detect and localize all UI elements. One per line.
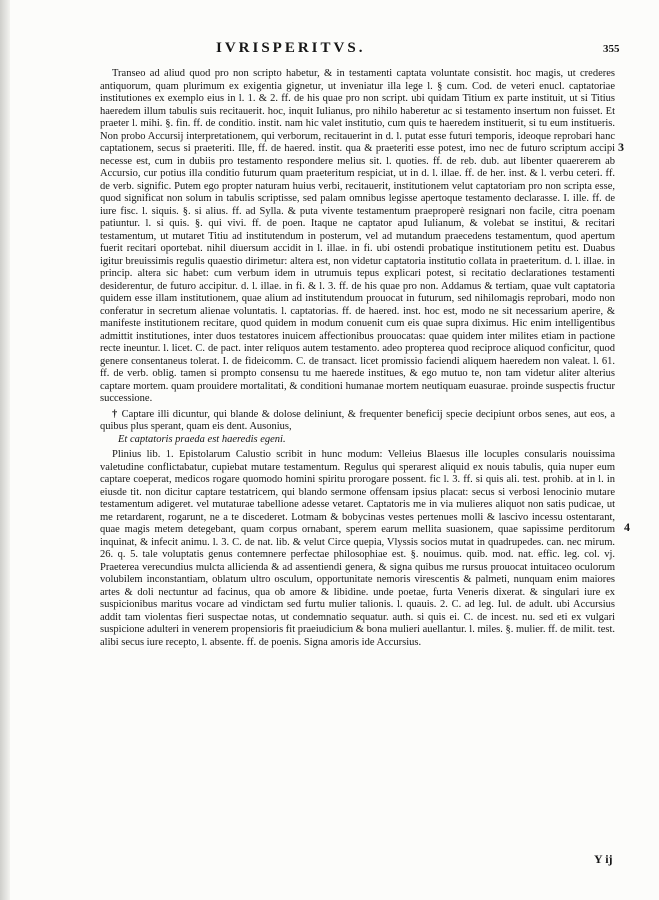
paragraph-text: Plinius lib. 1. Epistolarum Calustio scribit in hunc modum: Velleius Blaesus ille locuples consularis nouissima valetudine conflictabatur, cupiebat mutare testamentum. Regulus qui sperarest aliquid ex nouis tabulis, quia nuper eum captare coeperat, medicos rogare quomodo homini spiritu prorogare possent. fic l. 3. ff. si quis ali. test. prohib. at in l. in eiusde tit. non dicitur captare testatricem, qui blando sermone offensam ipsius placat: secus si verbosi lenocinio mutare testamentum adigeret. vel mutaturae tabellione adesse vetaret. Captatoris me in via mulieres aliquot non satis pudicae, ut me retardarent, rogarunt, ne a te discederet. Lotmam & bobycinas vestes pertenues molli & lascivo incessu ostentarant, quae magis metem detegebant, quam corpus ornabant, sperem earum mellita suasionem, quae sapissime perditorum inquinat, & infecit animu. l. 3. C. de nat. lib. & velut Circe quepia, Vlyssis socios mutat in quadrupedes. can. nec mirum. 26. q. 5. tale voluptatis genus contemnere perfectae philosophiae est. §. nouimus. quib. mod. nat. effic. leg. col. vj. Praeterea verecundius mulcta allicienda & ad assentiendi genera, & signa quibus me rursus prouocat intuitaceo oculorum volubilem inconstantiam, oblatum ultro osculum, opportunitate nemoris virescentis & palmeti, nunquam enim maiores artes & doli nectuntur ad facinus, qua ob amore & libidine. unde poetae, furta Veneris dixerat. & singulari iure ex suspicionibus maritus vocare ad vindictam sed furtu mulier talionis. l. quauis. 2. C. ad leg. Iul. de adult. ubi Accursius addit tam violentas fieri suspectae notas, ut condemnatio sequatur. auth. si quis ei. C. de incest. nu. sed eti ex vulgari suspicione adulteri in venerem propensioris fit praeiudicium & bona mulieri auellantur. l. miles. §. mulier. ff. de milit. test. alibi secus iure recepto, l. absente. ff. de poenis. Signa amoris ide Accursius. bbox=[100, 449, 615, 648]
paragraph-2 bbox=[100, 409, 615, 447]
signature-mark: Y ij bbox=[594, 852, 613, 866]
dagger-mark: † bbox=[112, 408, 122, 420]
margin-number-3: 3 bbox=[618, 140, 624, 154]
paragraph-3 bbox=[100, 449, 615, 649]
paragraph-text: Transeo ad aliud quod pro non scripto habetur, & in testamenti captata voluntate consistit. hoc magis, ut crederes antiquorum, quam plurimum ex exigentia gignetur, ut inveniatur illa lege l. § cum. Cod. de veteri enucl. captatoriae institutiones ex exemplo eius in l. 1. & 2. ff. de his quae pro non script. ubi quidam Titium ex parte instituit, ut si Titius haeredem illum tabulis suis recitauerit. hoc, inquit Iulianus, pro nihilo haberetur ac si testamento insertum non fuisset. Et praeter l. mihi. §. fin. ff. de conditio. instit. nam hic valet institutio, cum quis te haeredem instituerit, si tu eum institueris. Non probo Accursij interpretationem, qui verborum, recitauerint in d. l. putat esse futuri temporis, ideoque reprobari hanc captationem, secus si praeteriti. Ille, ff. de haered. instit. qua & praeteriti esse potest, imo nec de futuro scriptum accipi necesse est, cum in dubiis pro testamento respondere melius sit. l. quoties. ff. de reb. dub. aut libenter quaererem ab Accursio, cur potius illa conditio futurum quam praeteritum respiciat, ut in d. l. illae. ff. de her. inst. & l. verbu ceteri. ff. de verb. signific. Putem ego propter naturam huius verbi, recitauerit, institutionem velut captatoriam pro non scripta esse, quod significat non solum in tabulis scriptisse, sed palam omnibus legisse apertoque testamento declarasse. I. ille. ff. de iure fisc. l. siquis. §. si alius. ff. ad Sylla. & puta vivente testamentum praeproperè resignari non facile, citra poenam patiuntur. l. si quis. §. qui vivi. ff. de poen. Itaque ne captator apud Iulianum, & volebat se institui, & recitari testamentum, ut mutaret Titiu ad institutendum in posterum, vel ad mutandum praecedens testamentum, quod apertum fuerit recitari oportebat. nihil diuersum accidit in l. illae. in fi. ubi ostendi probatique institutionem petitu est. Duabus igitur breuissimis regulis quaestio dirimetur: altera est, non videtur captatoria institutio collata in praeteritum. d. l. illae. in princip. altera sic habet: cum verbum idem in utrumuis tepus explicari potest, si recitatio declarationes testamenti desiderentur, de futuro accipitur. d. l. illae. in fi. & l. 3. ff. de his quae pro non. Addamus & tertiam, quae vult captatoria quidem esse illam institutionem, quae alium ad institutendum prouocat in futurum, sed nihilomagis reprobari, modo non conferatur in secretum alienae voluntatis. l. captatorias. ff. de haered. inst. hoc est, modo ne sit necessarium aperire, & manifeste institutionem recitare, quod quidem in modum conuenit cum eis quae supra diximus. Hic enim intelligentibus admittit institutiones, inter duos testatores inuicem affectionibus prouocatas: quae quidem inter milites etiam in pactione recte ineuntur. l. licet. C. de pact. inter reliquos autem testamento. adeo propterea quod reciproce aliquod conficitur, quod genere consentaneus tolerat. I. de fideicomm. C. de transact. licet promissio faciendi aliquem haeredem non valeat. l. 61. ff. de verb. oblig. tamen si prompto consensu tu me haerede institues, & ego mutuo te, non tam videtur aliter alterius captare mortem. quam prouidere mortalitati, & conditioni humanae mortem neutiquam euasurae. proinde suspectis fructur successione. bbox=[100, 68, 615, 404]
page-gutter-shadow bbox=[0, 0, 10, 900]
margin-number-4: 4 bbox=[624, 520, 630, 534]
paragraph-text: Captare illi dicuntur, qui blande & dolose deliniunt, & frequenter beneficij specie decipiunt orbos senes, aut eos, a quibus plus sperant, quam eis dent. Ausonius, bbox=[100, 408, 616, 432]
folio-number: 355 bbox=[603, 43, 620, 55]
main-text-column bbox=[100, 68, 615, 649]
verse-quotation: Et captatoris praeda est haeredis egeni. bbox=[118, 433, 286, 445]
running-title: IVRISPERITVS. bbox=[216, 40, 366, 56]
page-header bbox=[0, 40, 659, 60]
paragraph-1 bbox=[100, 68, 615, 406]
